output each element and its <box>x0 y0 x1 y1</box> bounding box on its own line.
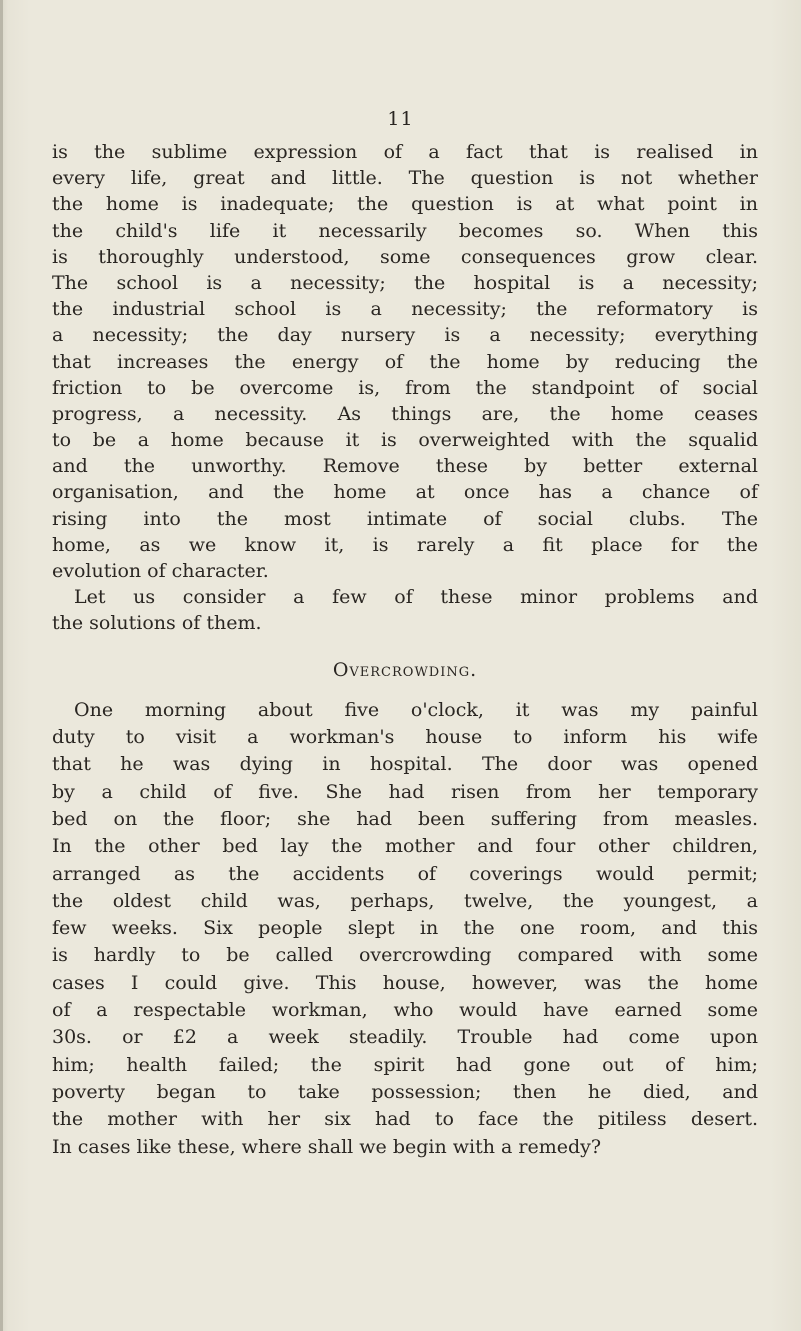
text-line: the home is inadequate; the question is at what point in <box>52 193 758 216</box>
text-line: by a child of five. She had risen from her temporary <box>52 780 758 803</box>
text-line: of a respectable workman, who would have earned some <box>52 999 758 1022</box>
text-line: duty to visit a workman's house to inform his wife <box>52 726 758 749</box>
text-line: every life, great and little. The question is not whether <box>52 167 758 190</box>
text-line: is the sublime expression of a fact that is realised in <box>52 141 758 163</box>
text-line: the child's life it necessarily becomes so. When this <box>52 219 758 242</box>
text-line: home, as we know it, is rarely a fit place for the <box>52 533 758 556</box>
text-line: bed on the floor; she had been suffering from measles. <box>52 807 758 830</box>
text-line: the oldest child was, perhaps, twelve, the youngest, a <box>52 889 758 912</box>
text-line: the mother with her six had to face the pitiless desert. <box>52 1108 758 1131</box>
text-line: cases I could give. This house, however, was the home <box>52 971 758 994</box>
text-line: the solutions of them. <box>52 612 262 635</box>
text-line: friction to be overcome is, from the standpoint of social <box>52 376 758 399</box>
text-line: a necessity; the day nursery is a necessity; everything <box>52 324 758 347</box>
text-line: Let us consider a few of these minor problems and <box>74 586 758 609</box>
section-heading: Overcrowding. <box>332 658 478 681</box>
page-body <box>52 139 758 1161</box>
text-line: In the other bed lay the mother and four other children, <box>52 835 758 858</box>
text-line: the industrial school is a necessity; the reformatory is <box>52 298 758 321</box>
paragraph-2 <box>52 584 758 636</box>
text-line: organisation, and the home at once has a chance of <box>52 481 758 504</box>
text-line: progress, a necessity. As things are, the home ceases <box>52 402 758 425</box>
paragraph-3 <box>52 697 758 1161</box>
text-line: is thoroughly understood, some consequences grow clear. <box>52 245 758 268</box>
text-line: to be a home because it is overweighted with the squalid <box>52 429 758 452</box>
text-line: and the unworthy. Remove these by better external <box>52 455 758 478</box>
page-binding-edge <box>0 0 3 1331</box>
text-line: rising into the most intimate of social clubs. The <box>52 507 758 530</box>
text-line: that increases the energy of the home by reducing the <box>52 350 758 373</box>
text-line: is hardly to be called overcrowding compared with some <box>52 944 758 967</box>
text-line: The school is a necessity; the hospital is a necessity; <box>52 271 758 294</box>
text-line: few weeks. Six people slept in the one room, and this <box>52 917 758 940</box>
text-line: 30s. or £2 a week steadily. Trouble had come upon <box>52 1026 758 1049</box>
text-line: In cases like these, where shall we begin with a remedy? <box>52 1135 602 1158</box>
text-line: him; health failed; the spirit had gone out of him; <box>52 1053 758 1076</box>
paragraph-1 <box>52 139 758 584</box>
text-line: One morning about five o'clock, it was my painful <box>74 698 758 721</box>
text-line: that he was dying in hospital. The door was opened <box>52 753 758 776</box>
text-line: arranged as the accidents of coverings would permit; <box>52 862 758 885</box>
page-number: 11 <box>387 108 414 130</box>
text-line: poverty began to take possession; then he died, and <box>52 1080 758 1103</box>
text-line: evolution of character. <box>52 560 269 582</box>
